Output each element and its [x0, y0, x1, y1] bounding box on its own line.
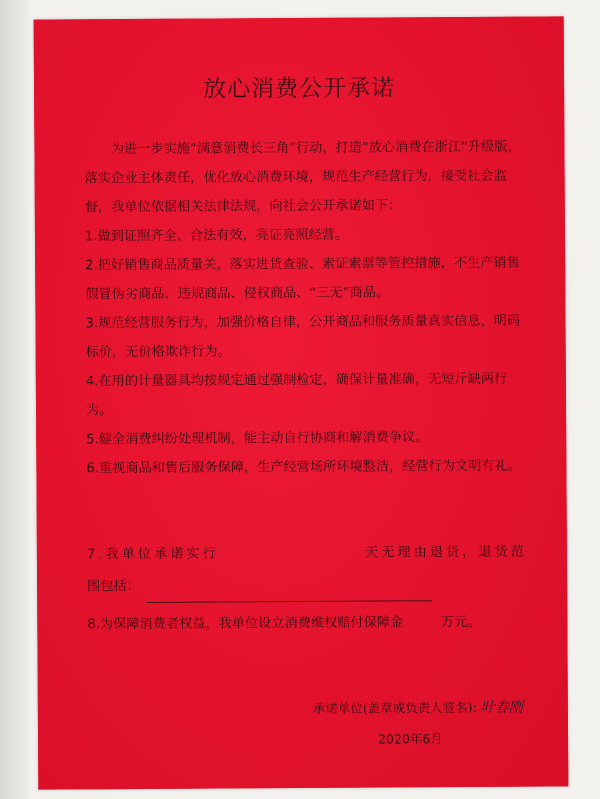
commitment-item-8: [87, 607, 527, 642]
commitment-item-7: [87, 537, 527, 572]
signature-line: [313, 697, 523, 718]
red-document-sheet: [34, 16, 569, 789]
item8-text-b: 万元。: [441, 614, 481, 631]
handwritten-signature: 叶春刚: [480, 699, 523, 716]
commitment-item-7-8: [87, 537, 528, 642]
sign-label: 承诺单位(盖章或负责人签名):: [312, 699, 477, 716]
document-date: 2020年6月: [378, 731, 443, 747]
item7-text-c: 围包括：: [87, 578, 140, 595]
item7-text-a: 7.我单位承诺实行: [86, 546, 219, 563]
document-title: 放心消费公开承诺: [203, 75, 396, 103]
commitment-item-5: 5.健全消费纠纷处理机制，能主动自行协商和解消费争议。: [86, 430, 429, 448]
background-edge: [0, 0, 30, 799]
intro-paragraph: [84, 133, 526, 484]
commitment-item-1: 1.做到证照齐全、合法有效，亮证亮照经营。: [84, 227, 349, 245]
commitment-item-4: 4.在用的计量器具均按规定通过强制检定，确保计量准确，无短斤缺两行为。: [85, 371, 508, 419]
item7-text-b: 天无理由退货，退货范: [364, 544, 527, 561]
commitment-item-2: 2.把好销售商品质量关，落实进货查验、索证索票等管控措施，不生产销售假冒伪劣商品、违规商品、侵权商品、“三无”商品。: [85, 255, 520, 303]
item7-scope-line: [87, 569, 527, 604]
commitment-item-6: 6.重视商品和售后服务保障，生产经营场所环境整洁，经营行为文明有礼。: [86, 458, 522, 477]
scope-blank-line: [146, 582, 432, 603]
item8-text-a: 8.为保障消费者权益，我单位设立消费维权赔付保障金: [87, 615, 404, 633]
commitment-item-3: 3.规范经营服务行为，加强价格自律，公开商品和服务质量真实信息，明码标价，无价格欺诈行为。: [85, 313, 521, 361]
intro-text: 为进一步实施“满意消费长三角”行动，打造“放心消费在浙江”升级版，落实企业主体责任，优化放心消费环境，规范生产经营行为，接受社会监督，我单位依据相关法律法规，向社会公开承诺如下：: [84, 139, 521, 216]
